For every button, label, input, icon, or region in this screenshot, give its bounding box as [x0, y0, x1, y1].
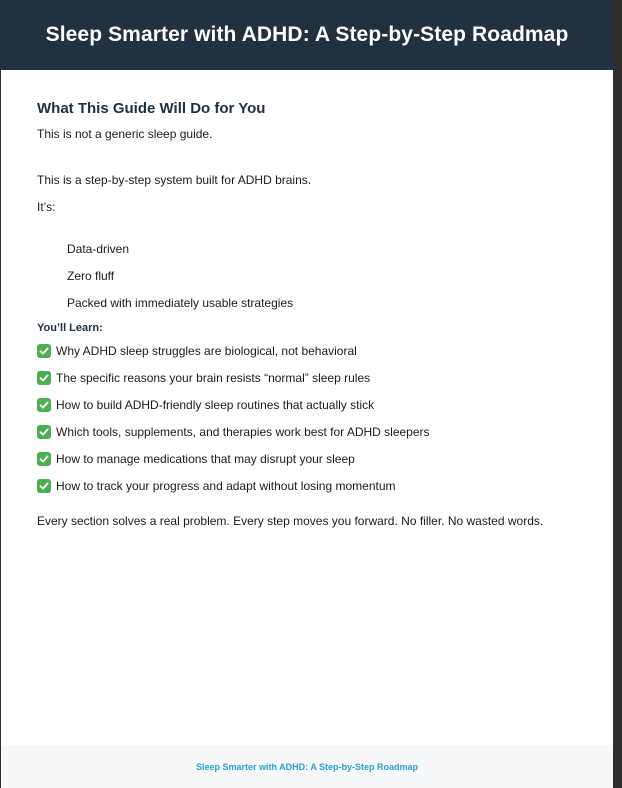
check-icon: [37, 479, 51, 493]
closing-text: Every section solves a real problem. Every step moves you forward. No filler. No wasted words.: [37, 514, 544, 528]
footer-title: Sleep Smarter with ADHD: A Step-by-Step Roadmap: [195, 761, 419, 772]
learn-item-label: Which tools, supplements, and therapies work best for ADHD sleepers: [56, 425, 430, 439]
learn-item-label: How to manage medications that may disrupt your sleep: [56, 452, 355, 466]
learn-item: [37, 370, 577, 386]
check-icon: [37, 371, 51, 385]
learn-item: [37, 424, 577, 440]
check-icon: [37, 398, 51, 412]
learn-title: You’ll Learn:: [37, 322, 103, 334]
header-title: Sleep Smarter with ADHD: A Step-by-Step Roadmap: [45, 23, 569, 46]
traits-list: [67, 241, 577, 311]
check-icon: [37, 425, 51, 439]
learn-item: [37, 397, 577, 413]
learn-item-label: How to build ADHD-friendly sleep routines that actually stick: [56, 398, 375, 412]
check-icon: [37, 344, 51, 358]
learn-item-label: The specific reasons your brain resists “normal” sleep rules: [56, 371, 371, 385]
section-title: What This Guide Will Do for You: [37, 100, 266, 117]
learn-item-label: How to track your progress and adapt without losing momentum: [56, 479, 396, 493]
trait-item: Packed with immediately usable strategies: [67, 296, 294, 310]
trait-item: Zero fluff: [67, 269, 115, 283]
its-text: It’s:: [37, 200, 56, 214]
learn-item-label: Why ADHD sleep struggles are biological, not behavioral: [56, 344, 357, 358]
page-footer: [1, 745, 613, 788]
page-content: [1, 70, 613, 529]
system-text: This is a step-by-step system built for ADHD brains.: [37, 173, 312, 187]
learn-item: [37, 478, 577, 494]
page-header: [1, 0, 613, 70]
learn-item: [37, 451, 577, 467]
learn-list: [37, 343, 577, 494]
document-page: [1, 0, 613, 788]
check-icon: [37, 452, 51, 466]
intro-text: This is not a generic sleep guide.: [37, 127, 213, 141]
trait-item: Data-driven: [67, 242, 130, 256]
learn-item: [37, 343, 577, 359]
